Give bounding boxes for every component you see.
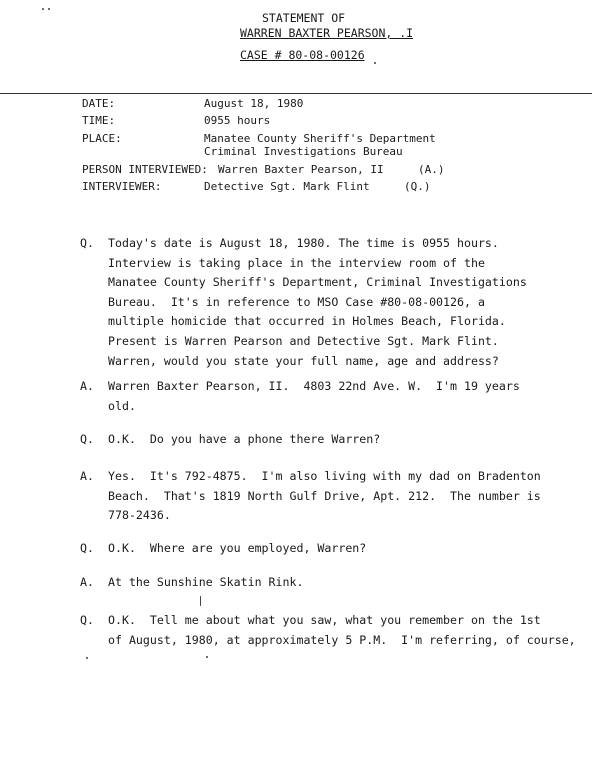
question-marker: Q. [80,236,94,250]
question-text-line: of August, 1980, at approximately 5 P.M. I'm referring, of course, [108,632,576,647]
scan-speck [206,656,208,658]
scan-speck [374,62,376,64]
question-marker: Q. [80,432,94,446]
interviewer-value: Detective Sgt. Mark Flint [204,180,370,193]
answer-marker: A. [80,379,94,393]
place-value-line-1: Manatee County Sheriff's Department [204,132,436,145]
person-interviewed-label: PERSON INTERVIEWED: [82,163,208,176]
statement-title: STATEMENT OF [262,11,346,25]
time-label: TIME: [82,114,116,127]
place-value-line-2: Criminal Investigations Bureau [204,145,403,158]
interviewer-label: INTERVIEWER: [82,180,162,193]
person-interviewed-value: Warren Baxter Pearson, II [218,163,384,176]
question-text-line: Manatee County Sheriff's Department, Criminal Investigations [108,275,527,290]
question-marker: Q. [80,541,94,555]
scan-speck [200,596,201,606]
answer-marker: A. [80,469,94,483]
scan-speck [42,8,44,10]
question-text-line: O.K. Tell me about what you saw, what you remember on the 1st [108,613,541,627]
question-text-line: Today's date is August 18, 1980. The time is 0955 hours. [108,236,499,250]
date-value: August 18, 1980 [204,97,304,110]
scan-speck [86,657,88,659]
person-interviewed-code: (A.) [418,163,445,176]
place-label: PLACE: [82,132,122,145]
question-marker: Q. [80,613,94,627]
answer-text-line: 778-2436. [108,508,171,523]
question-text-line: Warren, would you state your full name, age and address? [108,353,499,368]
question-text-line: Bureau. It's in reference to MSO Case #80-08-00126, a [108,294,485,309]
answer-text-line: Warren Baxter Pearson, II. 4803 22nd Ave. W. I'm 19 years [108,379,520,393]
question-text-line: Present is Warren Pearson and Detective Sgt. Mark Flint. [108,334,499,348]
answer-marker: A. [80,575,94,589]
subject-name: WARREN BAXTER PEARSON, .I [240,26,414,40]
answer-text-line: Beach. That's 1819 North Gulf Drive, Apt. 212. The number is [108,488,541,503]
answer-text-line: old. [108,398,136,413]
question-text-line: multiple homicide that occurred in Holmes Beach, Florida. [108,314,506,329]
question-text-line: O.K. Do you have a phone there Warren? [108,432,381,446]
answer-text-line: At the Sunshine Skatin Rink. [108,575,304,589]
question-text-line: Interview is taking place in the interview room of the [108,255,485,270]
case-number: CASE # 80-08-00126 [240,48,365,62]
scan-speck [48,8,50,10]
time-value: 0955 hours [204,114,271,127]
date-label: DATE: [82,97,116,110]
question-text-line: O.K. Where are you employed, Warren? [108,541,367,555]
answer-text-line: Yes. It's 792-4875. I'm also living with my dad on Bradenton [108,469,541,483]
interviewer-code: (Q.) [404,180,431,193]
header-divider [0,93,592,94]
